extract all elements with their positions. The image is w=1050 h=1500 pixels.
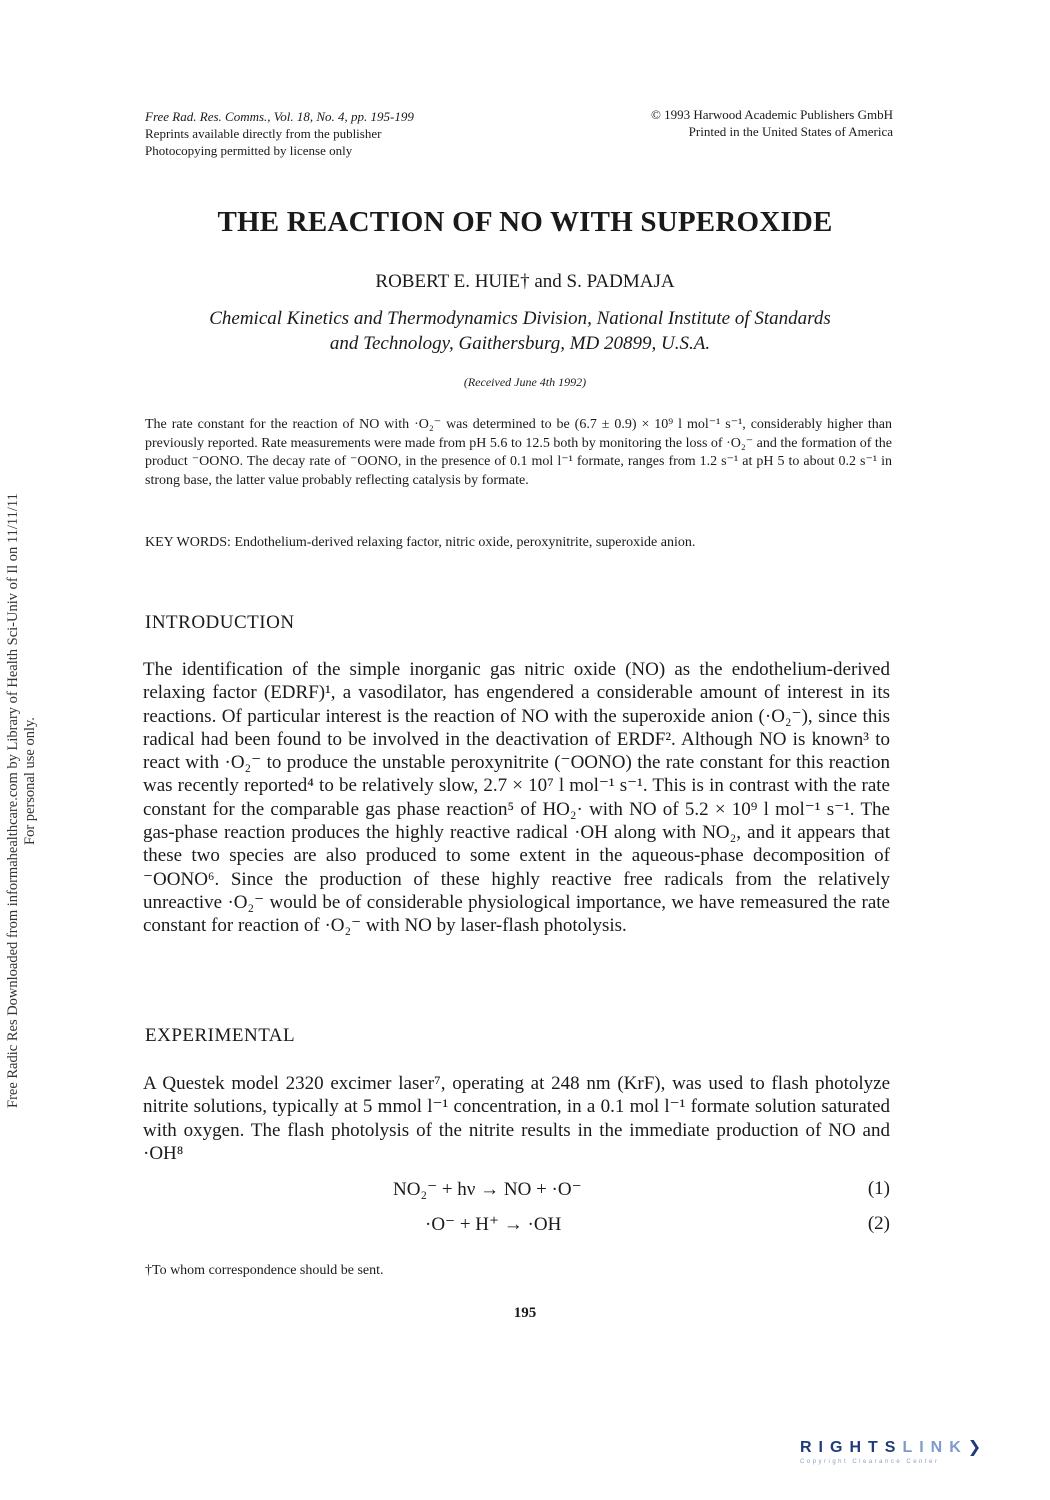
page-number: 195	[513, 1305, 537, 1321]
citation-line-1: Free Rad. Res. Comms., Vol. 18, No. 4, pp. 195-199	[145, 109, 414, 124]
received-date: (Received June 4th 1992)	[463, 375, 587, 389]
copyright-line-1: © 1993 Harwood Academic Publishers GmbH	[650, 107, 893, 122]
citation-line-3: Photocopying permitted by license only	[145, 143, 353, 158]
rightslink-logo-part2: LINK	[902, 1439, 968, 1456]
abstract: The rate constant for the reaction of NO with ·O₂⁻ was determined to be (6.7 ± 0.9) × 10⁹ l mol⁻¹ s⁻¹, considerably higher than previously reported. Rate measurements were made from pH 5.6 to 12.5 both by monitoring the loss of ·O₂⁻ and the formation of the product ⁻OONO. The decay rate of ⁻OONO, in the presence of 0.1 mol l⁻¹ formate, ranges from 1.2 s⁻¹ at pH 5 to about 0.2 s⁻¹ in strong base, the latter value probably reflecting catalysis by formate.	[145, 417, 892, 488]
introduction-text: The identification of the simple inorganic gas nitric oxide (NO) as the endothelium-derived relaxing factor (EDRF)¹, a vasodilator, has engendered a considerable amount of interest in its reactions. Of particular interest is the reaction of NO with the superoxide anion (·O₂⁻), since this radical had been found to be involved in the deactivation of ERDF². Although NO is known³ to react with ·O₂⁻ to produce the unstable peroxynitrite (⁻OONO) the rate constant for this reaction was recently reported⁴ to be relatively slow, 2.7 × 10⁷ l mol⁻¹ s⁻¹. This is in contrast with the rate constant for the comparable gas phase reaction⁵ of HO₂· with NO of 5.2 × 10⁹ l mol⁻¹ s⁻¹. The gas-phase reaction produces the highly reactive radical ·OH along with NO₂, and it appears that these two species are also produced to some extent in the aqueous-phase decomposition of ⁻OONO⁶. Since the production of these highly reactive free radicals from the relatively unreactive ·O₂⁻ would be of considerable physiological importance, we have remeasured the rate constant for reaction of ·O₂⁻ with NO by laser-flash photolysis.	[143, 659, 890, 937]
rightslink-logo-part1: RIGHTS	[800, 1439, 903, 1456]
download-watermark	[0, 0, 44, 1500]
footnote: †To whom correspondence should be sent.	[145, 1263, 384, 1278]
equation-2-number: (2)	[867, 1213, 890, 1234]
equation-1: NO₂⁻ + hν → NO + ·O⁻	[393, 1179, 582, 1200]
affiliation-line-1: Chemical Kinetics and Thermodynamics Division, National Institute of Standards	[209, 308, 831, 329]
copyright-line-2: Printed in the United States of America	[688, 124, 893, 139]
experimental-heading: EXPERIMENTAL	[145, 1025, 296, 1046]
affiliation	[150, 306, 890, 356]
experimental-text: A Questek model 2320 excimer laser⁷, operating at 248 nm (KrF), was used to flash photolyze nitrite solutions, typically at 5 mmol l⁻¹ concentration, in a 0.1 mol l⁻¹ formate solution saturated with oxygen. The flash photolysis of the nitrite results in the immediate production of NO and ·OH⁸	[143, 1073, 890, 1164]
equation-2: ·O⁻ + H⁺ → ·OH	[425, 1214, 562, 1235]
chevron-right-icon: ❯	[967, 1439, 982, 1456]
watermark-line-1: Free Radic Res Downloaded from informahealthcare.com by Library of Health Sci-Univ of Il on 11/11/11	[5, 493, 21, 1108]
rightslink-tagline: Copyright Clearance Center	[800, 1459, 940, 1465]
rightslink-logo[interactable]	[800, 1437, 1032, 1473]
citation-line-2: Reprints available directly from the publisher	[145, 126, 382, 141]
authors: ROBERT E. HUIE† and S. PADMAJA	[375, 271, 675, 292]
affiliation-line-2: and Technology, Gaithersburg, MD 20899, U.S.A.	[329, 333, 711, 354]
equation-1-number: (1)	[867, 1178, 890, 1199]
copyright-notice	[585, 106, 893, 140]
paper-title: THE REACTION OF NO WITH SUPEROXIDE	[217, 206, 833, 238]
keywords: KEY WORDS: Endothelium-derived relaxing factor, nitric oxide, peroxynitrite, superoxide anion.	[145, 535, 696, 550]
watermark-line-2: For personal use only.	[22, 717, 38, 845]
introduction-heading: INTRODUCTION	[145, 612, 295, 633]
journal-citation	[145, 108, 414, 159]
